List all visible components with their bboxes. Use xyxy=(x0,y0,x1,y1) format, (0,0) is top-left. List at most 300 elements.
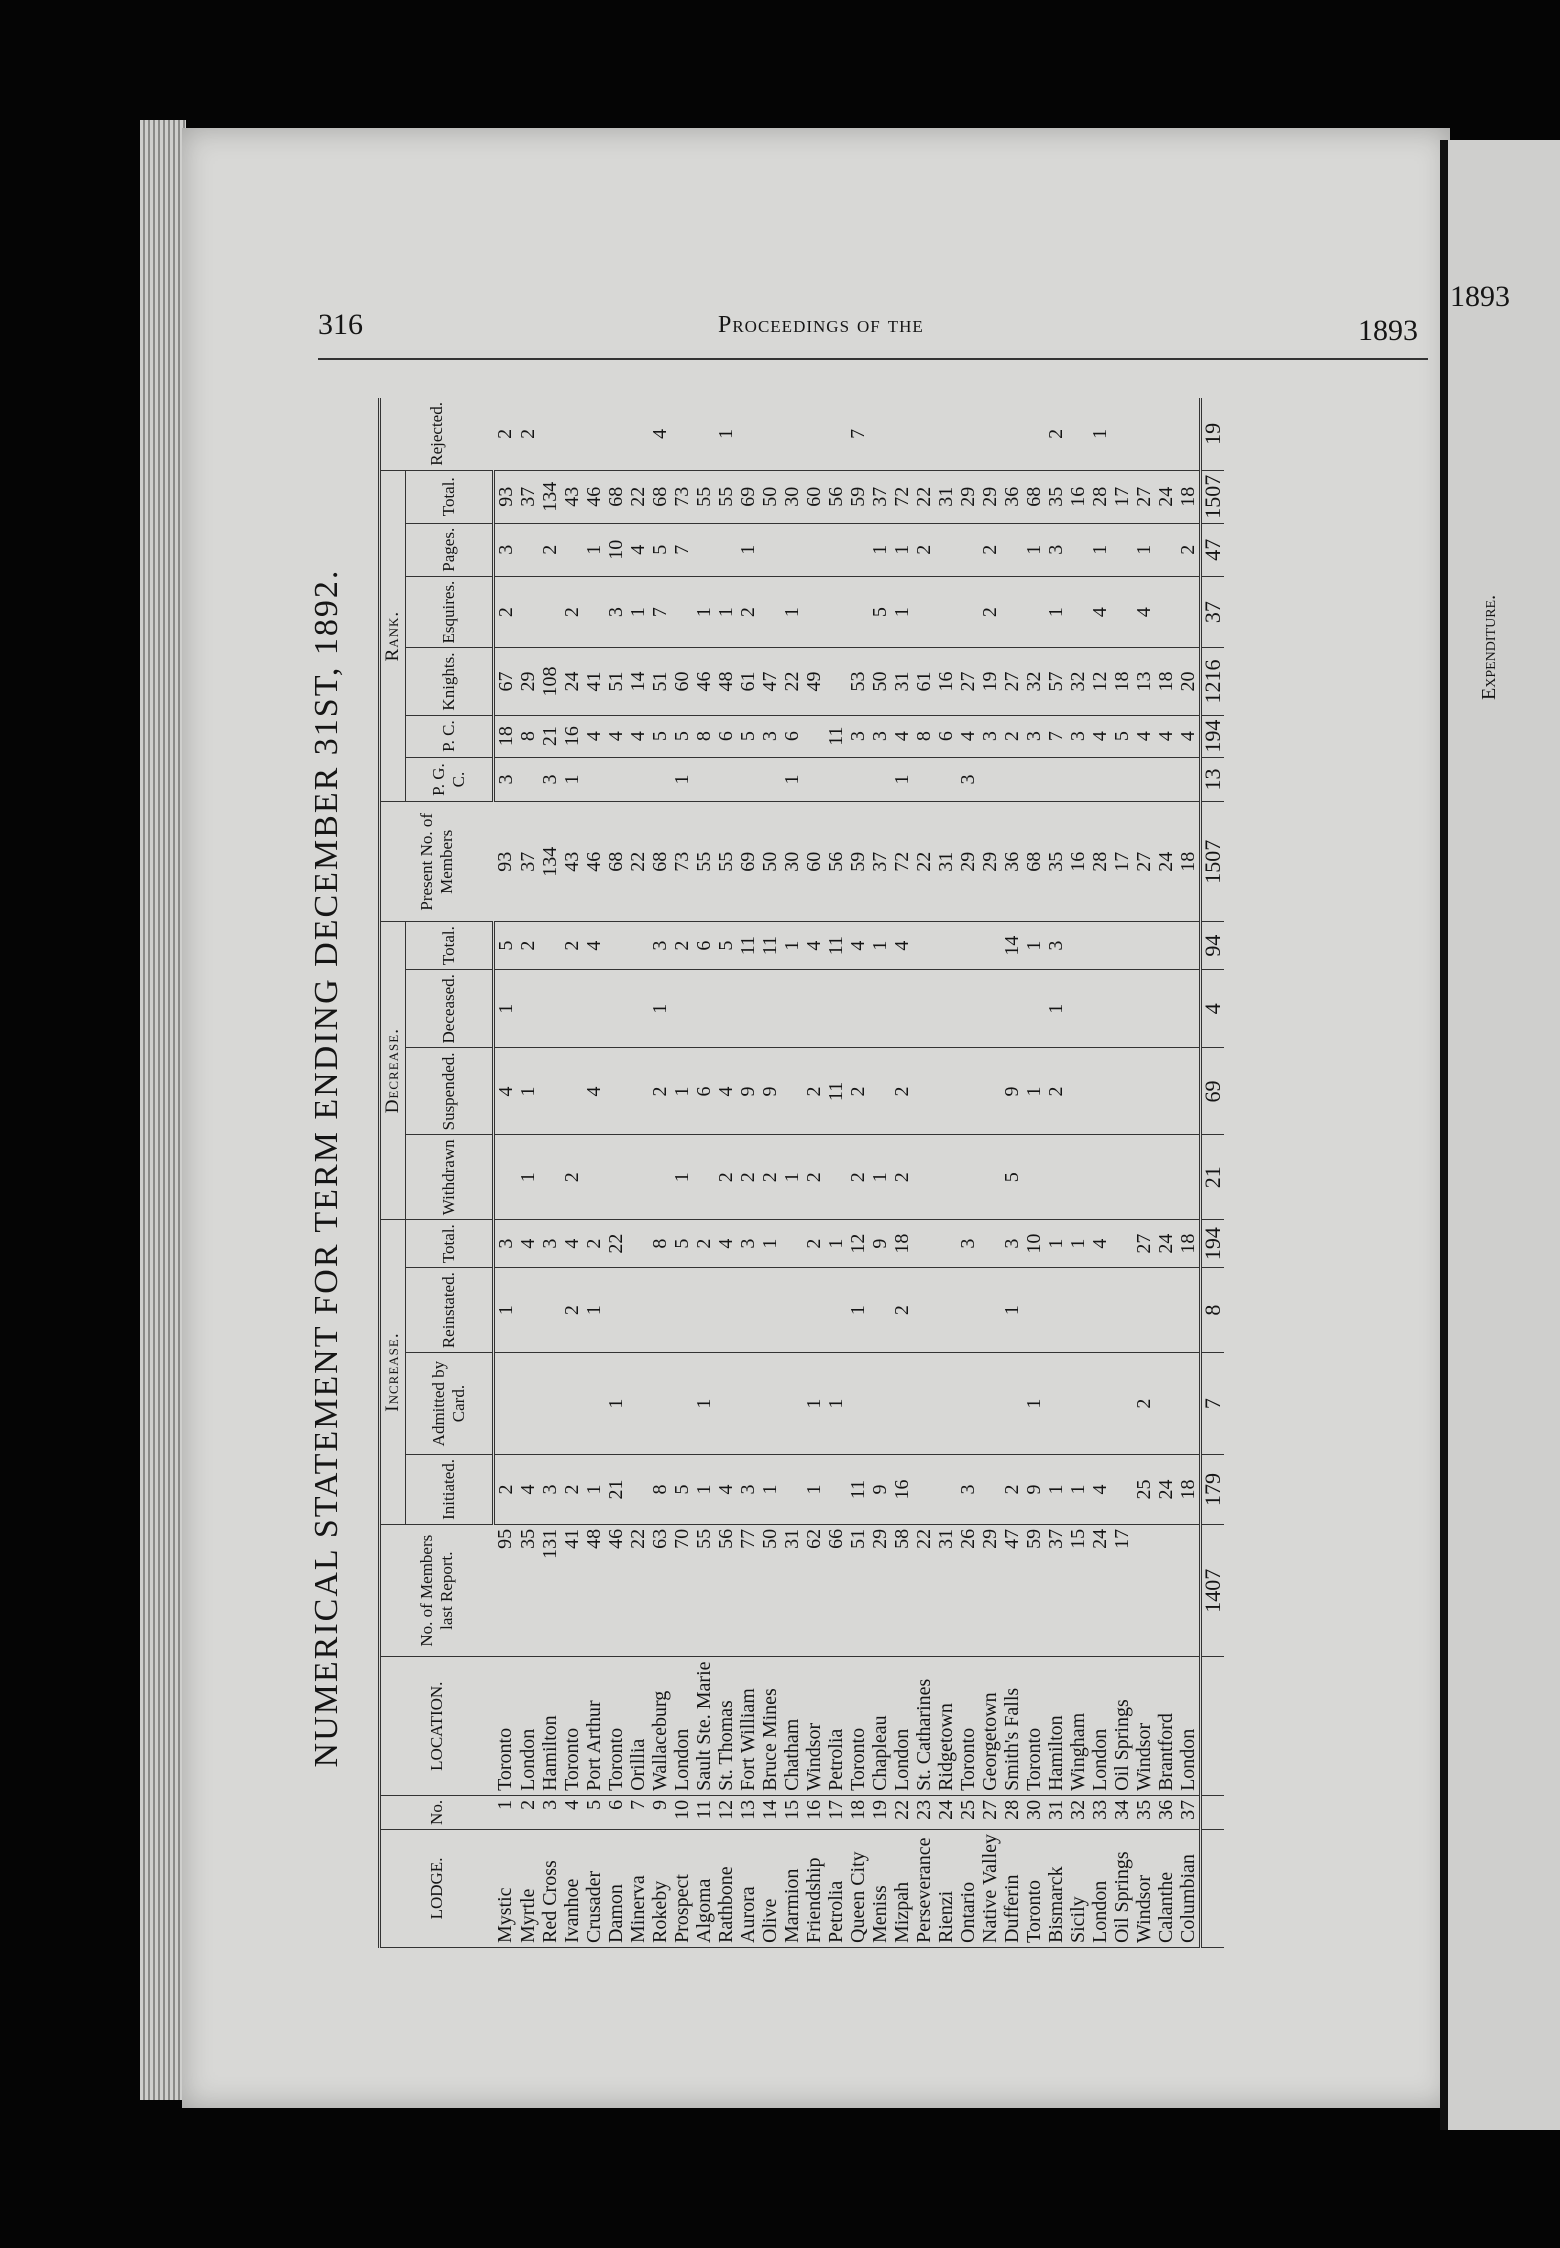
table-cell: 108 xyxy=(539,648,561,715)
table-cell: 6 xyxy=(605,1795,627,1829)
table-cell: 1 xyxy=(1023,523,1045,576)
table-cell: 12 xyxy=(1089,648,1111,715)
table-cell: 4 xyxy=(1133,715,1155,757)
table-row xyxy=(649,398,671,1948)
table-cell: 1 xyxy=(693,576,715,648)
table-cell: 46 xyxy=(583,802,605,922)
table-cell: 1 xyxy=(1067,1220,1089,1268)
table-cell: 72 xyxy=(891,470,913,523)
table-cell xyxy=(759,576,781,648)
table-cell xyxy=(605,922,627,970)
col-knights: Knights. xyxy=(406,648,494,715)
table-cell: 4 xyxy=(517,1220,539,1268)
table-cell: 1 xyxy=(627,576,649,648)
table-cell: 11 xyxy=(737,922,759,970)
table-cell xyxy=(957,398,979,470)
table-cell: 14 xyxy=(759,1795,781,1829)
table-cell: Perseverance xyxy=(913,1829,935,1947)
table-cell xyxy=(1155,1135,1177,1220)
table-cell: 37 xyxy=(1045,1524,1067,1657)
table-cell xyxy=(715,1353,737,1455)
table-cell xyxy=(979,1048,1001,1135)
table-cell xyxy=(869,1048,891,1135)
total-cell: 13 xyxy=(1201,757,1225,802)
table-cell: 21 xyxy=(605,1454,627,1524)
table-cell xyxy=(847,523,869,576)
table-cell xyxy=(1155,757,1177,802)
table-cell: 5 xyxy=(869,576,891,648)
table-cell: Native Valley xyxy=(979,1829,1001,1947)
table-cell xyxy=(1089,970,1111,1048)
table-row xyxy=(825,398,847,1948)
table-cell: 9 xyxy=(759,1048,781,1135)
table-cell xyxy=(913,1268,935,1353)
table-cell xyxy=(913,1135,935,1220)
table-cell: 10 xyxy=(605,523,627,576)
table-cell xyxy=(935,576,957,648)
table-cell xyxy=(935,523,957,576)
table-cell xyxy=(803,523,825,576)
table-cell: 4 xyxy=(1089,576,1111,648)
table-cell xyxy=(1111,1135,1133,1220)
table-cell: St. Catharines xyxy=(913,1657,935,1795)
table-cell: 16 xyxy=(891,1454,913,1524)
table-cell xyxy=(935,1048,957,1135)
table-cell: 11 xyxy=(847,1454,869,1524)
table-cell: Wingham xyxy=(1067,1657,1089,1795)
table-cell xyxy=(1111,922,1133,970)
col-pgc: P. G. C. xyxy=(406,757,494,802)
table-cell xyxy=(979,1135,1001,1220)
table-cell: 4 xyxy=(494,1048,518,1135)
table-cell: 16 xyxy=(1067,802,1089,922)
table-cell xyxy=(825,1268,847,1353)
table-cell: 3 xyxy=(539,1454,561,1524)
table-cell xyxy=(1111,1048,1133,1135)
table-row xyxy=(1001,398,1023,1948)
table-cell xyxy=(1001,523,1023,576)
table-cell: 2 xyxy=(561,1454,583,1524)
table-cell: 46 xyxy=(693,648,715,715)
table-cell: 46 xyxy=(583,470,605,523)
table-cell: 2 xyxy=(891,1048,913,1135)
table-cell: 72 xyxy=(891,802,913,922)
table-cell xyxy=(913,1353,935,1455)
table-cell xyxy=(627,1135,649,1220)
table-cell xyxy=(649,1268,671,1353)
table-cell: 63 xyxy=(649,1524,671,1657)
table-cell: 50 xyxy=(869,648,891,715)
table-cell: Rienzi xyxy=(935,1829,957,1947)
table-cell: 5 xyxy=(494,922,518,970)
table-cell xyxy=(1045,757,1067,802)
table-cell: 1 xyxy=(1023,922,1045,970)
table-cell xyxy=(1067,1135,1089,1220)
table-cell: 2 xyxy=(979,576,1001,648)
table-cell: 35 xyxy=(1045,470,1067,523)
table-cell: Columbian xyxy=(1177,1829,1201,1947)
table-row xyxy=(605,398,627,1948)
table-row xyxy=(781,398,803,1948)
table-cell: 1 xyxy=(825,1353,847,1455)
table-cell: 3 xyxy=(494,1220,518,1268)
total-cell: 194 xyxy=(1201,1220,1225,1268)
table-cell: 2 xyxy=(561,922,583,970)
table-row xyxy=(759,398,781,1948)
col-pc: P. C. xyxy=(406,715,494,757)
table-cell xyxy=(957,1048,979,1135)
table-cell xyxy=(1111,576,1133,648)
table-cell xyxy=(1111,970,1133,1048)
table-cell: 1 xyxy=(891,757,913,802)
table-row xyxy=(891,398,913,1948)
table-cell xyxy=(957,1135,979,1220)
table-cell: 59 xyxy=(1023,1524,1045,1657)
table-cell: 3 xyxy=(957,757,979,802)
table-cell xyxy=(627,922,649,970)
table-cell: Hamilton xyxy=(539,1657,561,1795)
table-cell: 58 xyxy=(891,1524,913,1657)
table-cell: London xyxy=(517,1657,539,1795)
table-cell: 67 xyxy=(494,648,518,715)
table-cell: 1 xyxy=(1023,1353,1045,1455)
total-cell: 8 xyxy=(1201,1268,1225,1353)
table-cell xyxy=(1067,398,1089,470)
table-cell xyxy=(781,1353,803,1455)
table-cell xyxy=(1067,970,1089,1048)
table-cell: 9 xyxy=(1001,1048,1023,1135)
table-cell: 2 xyxy=(803,1048,825,1135)
table-cell xyxy=(1023,757,1045,802)
table-cell xyxy=(627,970,649,1048)
table-cell: 31 xyxy=(935,470,957,523)
table-cell xyxy=(1155,576,1177,648)
table-cell xyxy=(891,1353,913,1455)
table-cell: 1 xyxy=(715,576,737,648)
table-cell: 3 xyxy=(1045,922,1067,970)
table-cell: 2 xyxy=(561,1135,583,1220)
col-deceased: Deceased. xyxy=(406,970,494,1048)
table-cell: 68 xyxy=(649,470,671,523)
table-cell xyxy=(671,1353,693,1455)
table-cell: Friendship xyxy=(803,1829,825,1947)
table-cell xyxy=(979,757,1001,802)
table-cell xyxy=(649,1353,671,1455)
table-cell: 2 xyxy=(715,1135,737,1220)
table-cell: 51 xyxy=(605,648,627,715)
table-cell xyxy=(803,398,825,470)
col-reinstated: Reinstated. xyxy=(406,1268,494,1353)
table-row xyxy=(737,398,759,1948)
table-cell: Dufferin xyxy=(1001,1829,1023,1947)
table-cell: Myrtle xyxy=(517,1829,539,1947)
table-cell: Oil Springs xyxy=(1111,1657,1133,1795)
table-cell xyxy=(957,523,979,576)
table-row xyxy=(627,398,649,1948)
table-cell xyxy=(803,970,825,1048)
table-cell xyxy=(605,398,627,470)
table-cell: 3 xyxy=(539,1795,561,1829)
table-cell: 2 xyxy=(539,523,561,576)
table-cell xyxy=(847,1353,869,1455)
table-row xyxy=(1089,398,1111,1948)
table-cell: Sicily xyxy=(1067,1829,1089,1947)
table-cell: London xyxy=(891,1657,913,1795)
table-cell: 12 xyxy=(715,1795,737,1829)
table-cell xyxy=(1155,1524,1177,1657)
table-cell: 24 xyxy=(561,648,583,715)
table-cell: 18 xyxy=(1111,648,1133,715)
table-cell xyxy=(539,1048,561,1135)
table-cell: 6 xyxy=(715,715,737,757)
table-cell: 2 xyxy=(891,1268,913,1353)
table-cell xyxy=(671,398,693,470)
table-cell: Toronto xyxy=(561,1657,583,1795)
table-cell: 1 xyxy=(759,1454,781,1524)
table-cell: 10 xyxy=(1023,1220,1045,1268)
table-cell: 1 xyxy=(1045,970,1067,1048)
table-cell: 35 xyxy=(1133,1795,1155,1829)
table-cell xyxy=(869,757,891,802)
table-cell xyxy=(1133,1268,1155,1353)
table-cell: 25 xyxy=(957,1795,979,1829)
col-lodge: LODGE. xyxy=(380,1829,494,1947)
col-rejected: Rejected. xyxy=(380,398,494,470)
table-cell: 1 xyxy=(825,1220,847,1268)
table-cell: 22 xyxy=(891,1795,913,1829)
table-cell: 4 xyxy=(583,922,605,970)
table-cell: 4 xyxy=(1089,1220,1111,1268)
table-cell: 1 xyxy=(494,1268,518,1353)
table-cell: 4 xyxy=(649,398,671,470)
table-row xyxy=(957,398,979,1948)
table-cell: 28 xyxy=(1089,802,1111,922)
table-cell: Toronto xyxy=(1023,1829,1045,1947)
table-cell: 1 xyxy=(847,1268,869,1353)
col-withdrawn: Withdrawn xyxy=(406,1135,494,1220)
table-cell xyxy=(759,523,781,576)
table-cell: 18 xyxy=(1177,802,1201,922)
table-cell: 1 xyxy=(561,757,583,802)
table-cell: 134 xyxy=(539,470,561,523)
table-cell: 1 xyxy=(891,523,913,576)
table-cell: 77 xyxy=(737,1524,759,1657)
table-cell xyxy=(1067,922,1089,970)
total-cell: 7 xyxy=(1201,1353,1225,1455)
table-cell: Damon xyxy=(605,1829,627,1947)
table-cell: 26 xyxy=(957,1524,979,1657)
table-cell: 3 xyxy=(759,715,781,757)
table-cell: Marmion xyxy=(781,1829,803,1947)
table-cell xyxy=(913,922,935,970)
table-cell: 3 xyxy=(1001,1220,1023,1268)
table-row xyxy=(1111,398,1133,1948)
table-cell: Rokeby xyxy=(649,1829,671,1947)
table-cell xyxy=(913,757,935,802)
table-cell xyxy=(583,757,605,802)
table-cell xyxy=(1133,757,1155,802)
table-cell: 22 xyxy=(627,470,649,523)
table-cell: Algoma xyxy=(693,1829,715,1947)
table-cell xyxy=(891,398,913,470)
table-cell: 18 xyxy=(891,1220,913,1268)
table-cell xyxy=(913,1048,935,1135)
table-cell xyxy=(781,1048,803,1135)
table-cell: 22 xyxy=(627,802,649,922)
table-cell: Chatham xyxy=(781,1657,803,1795)
table-cell xyxy=(693,970,715,1048)
table-row xyxy=(1155,398,1177,1948)
table-cell xyxy=(847,757,869,802)
table-cell xyxy=(1067,1353,1089,1455)
table-cell: 2 xyxy=(561,1268,583,1353)
page-edges xyxy=(140,120,186,2100)
table-cell: 9 xyxy=(869,1220,891,1268)
table-cell xyxy=(803,715,825,757)
table-cell: 68 xyxy=(605,802,627,922)
table-cell: 49 xyxy=(803,648,825,715)
table-cell: 30 xyxy=(781,802,803,922)
table-cell: 22 xyxy=(913,1524,935,1657)
table-cell: 1 xyxy=(781,576,803,648)
table-cell xyxy=(957,970,979,1048)
table-cell xyxy=(539,1353,561,1455)
total-cell xyxy=(1201,1829,1225,1947)
table-cell xyxy=(1067,1048,1089,1135)
table-cell xyxy=(1111,523,1133,576)
table-cell: 27 xyxy=(1001,648,1023,715)
table-row xyxy=(803,398,825,1948)
table-cell: 36 xyxy=(1155,1795,1177,1829)
table-cell xyxy=(1023,970,1045,1048)
table-cell: 60 xyxy=(803,470,825,523)
group-increase: Increase. xyxy=(380,1220,406,1525)
table-cell: Ridgetown xyxy=(935,1657,957,1795)
table-cell xyxy=(583,576,605,648)
table-cell xyxy=(759,398,781,470)
table-cell: 3 xyxy=(1045,523,1067,576)
table-cell: 1 xyxy=(671,1135,693,1220)
table-cell: 27 xyxy=(1133,1220,1155,1268)
table-row xyxy=(869,398,891,1948)
page-header xyxy=(318,308,1418,348)
col-last-report: No. of Members last Report. xyxy=(380,1524,494,1657)
totals-row xyxy=(1201,398,1225,1948)
table-cell: 1 xyxy=(649,970,671,1048)
col-pages: Pages. xyxy=(406,523,494,576)
table-cell: 24 xyxy=(935,1795,957,1829)
table-cell: 62 xyxy=(803,1524,825,1657)
table-cell: 41 xyxy=(561,1524,583,1657)
table-row xyxy=(913,398,935,1948)
table-cell: 3 xyxy=(605,576,627,648)
table-cell: 29 xyxy=(979,1524,1001,1657)
table-cell: 4 xyxy=(803,922,825,970)
table-cell: Orillia xyxy=(627,1657,649,1795)
table-cell: Aurora xyxy=(737,1829,759,1947)
table-cell: Ontario xyxy=(957,1829,979,1947)
table-cell xyxy=(1067,1268,1089,1353)
table-cell: 16 xyxy=(561,715,583,757)
table-cell: 1 xyxy=(759,1220,781,1268)
table-cell: 22 xyxy=(913,802,935,922)
table-cell: 4 xyxy=(605,715,627,757)
table-cell xyxy=(1133,1135,1155,1220)
table-cell: 2 xyxy=(979,523,1001,576)
table-cell xyxy=(825,757,847,802)
table-cell: 4 xyxy=(891,715,913,757)
group-decrease: Decrease. xyxy=(380,922,406,1220)
table-row xyxy=(1023,398,1045,1948)
table-cell xyxy=(737,1353,759,1455)
table-cell: 32 xyxy=(1067,1795,1089,1829)
table-cell: 51 xyxy=(847,1524,869,1657)
table-row xyxy=(715,398,737,1948)
table-cell xyxy=(1111,757,1133,802)
table-cell: 47 xyxy=(759,648,781,715)
table-cell xyxy=(759,1353,781,1455)
table-cell xyxy=(913,398,935,470)
rotated-statement xyxy=(308,388,1408,1948)
table-cell: Smith's Falls xyxy=(1001,1657,1023,1795)
col-present: Present No. of Members xyxy=(380,802,494,922)
table-cell: 1 xyxy=(494,970,518,1048)
table-cell: 6 xyxy=(693,1048,715,1135)
table-cell xyxy=(1001,398,1023,470)
table-cell xyxy=(539,398,561,470)
table-cell xyxy=(1001,757,1023,802)
table-cell xyxy=(781,1454,803,1524)
table-cell: 36 xyxy=(1001,470,1023,523)
table-cell: 4 xyxy=(847,922,869,970)
table-cell xyxy=(847,970,869,1048)
table-cell: 28 xyxy=(1089,470,1111,523)
col-initiated: Initiated. xyxy=(406,1454,494,1524)
table-cell xyxy=(1023,1268,1045,1353)
table-cell: 22 xyxy=(781,648,803,715)
table-cell: 48 xyxy=(583,1524,605,1657)
table-cell: 4 xyxy=(715,1048,737,1135)
table-cell xyxy=(737,970,759,1048)
table-cell: 2 xyxy=(847,1048,869,1135)
table-cell: 27 xyxy=(1133,470,1155,523)
table-cell xyxy=(1133,1048,1155,1135)
table-cell: Brantford xyxy=(1155,1657,1177,1795)
table-cell: 19 xyxy=(979,648,1001,715)
table-cell xyxy=(781,523,803,576)
table-cell: 2 xyxy=(494,398,518,470)
table-cell xyxy=(737,398,759,470)
table-cell xyxy=(1155,1048,1177,1135)
table-cell: Wallaceburg xyxy=(649,1657,671,1795)
table-cell: 1 xyxy=(1045,576,1067,648)
table-cell: 2 xyxy=(649,1048,671,1135)
total-cell: 4 xyxy=(1201,970,1225,1048)
table-cell xyxy=(583,970,605,1048)
table-cell: 4 xyxy=(583,1048,605,1135)
table-cell: 41 xyxy=(583,648,605,715)
table-cell xyxy=(869,1353,891,1455)
table-cell xyxy=(627,757,649,802)
table-cell xyxy=(891,970,913,1048)
table-cell xyxy=(1133,970,1155,1048)
table-cell: 56 xyxy=(825,470,847,523)
table-cell: 9 xyxy=(869,1454,891,1524)
table-row xyxy=(979,398,1001,1948)
table-cell: 1 xyxy=(1023,1048,1045,1135)
table-cell xyxy=(561,970,583,1048)
table-row xyxy=(1067,398,1089,1948)
